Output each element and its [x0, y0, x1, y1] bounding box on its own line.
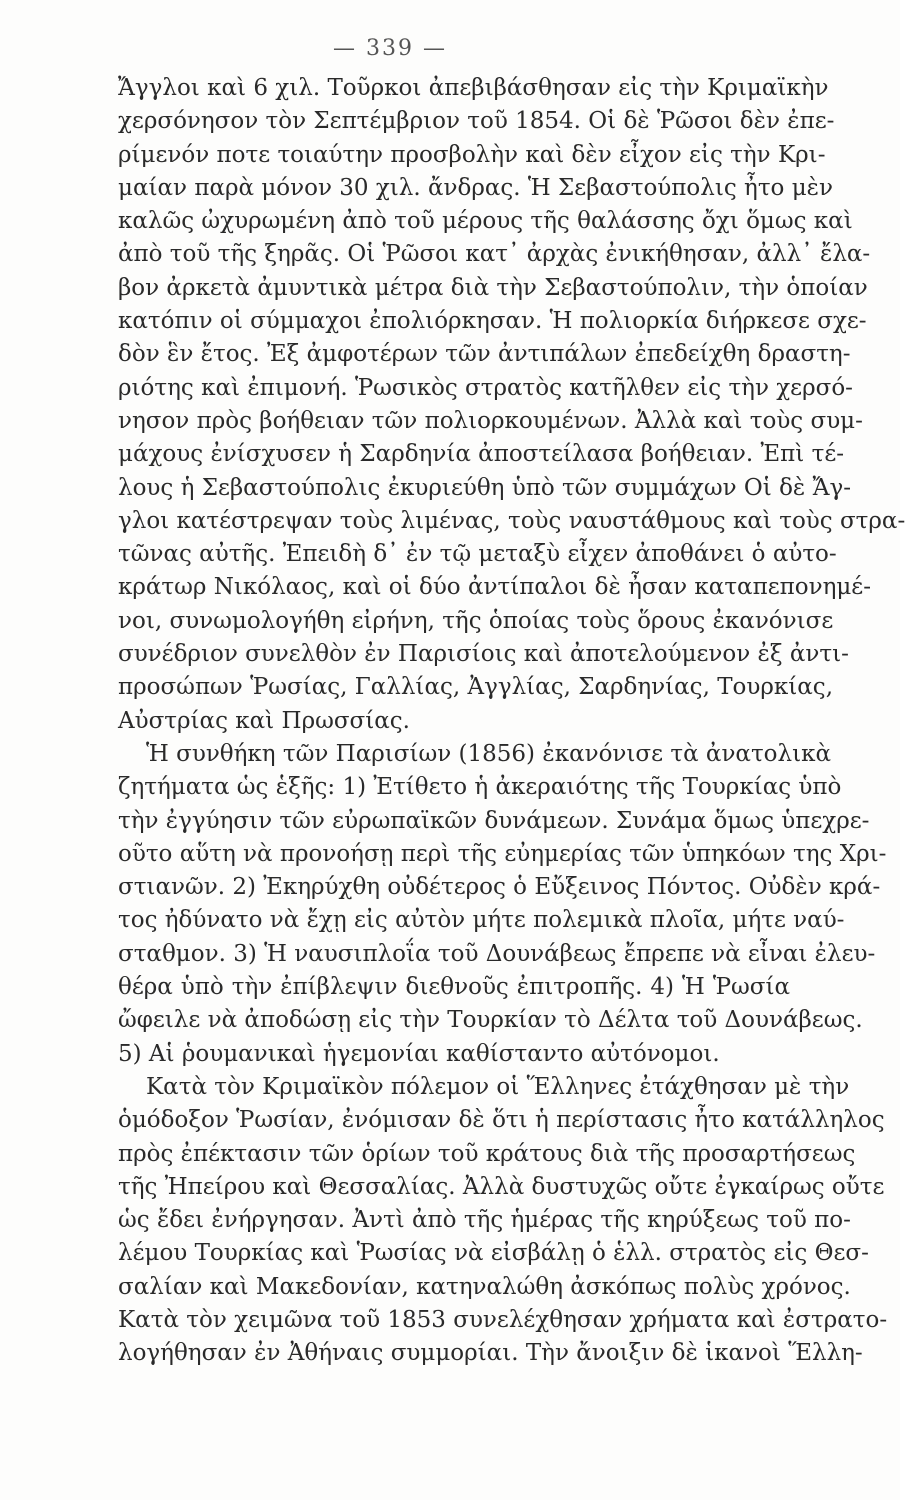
text-line: νοι, συνωμολογήθη εἰρήνη, τῆς ὁποίας τοὺς ὅρους ἐκανόνισε: [118, 607, 834, 634]
text-line: νησον πρὸς βοήθειαν τῶν πολιορκουμένων. Ἀλλὰ καὶ τοὺς συμ-: [118, 407, 863, 434]
text-line: ἀπὸ τοῦ τῆς ξηρᾶς. Οἱ Ῥῶσοι κατ᾽ ἀρχὰς ἐνικήθησαν, ἀλλ᾽ ἔλα-: [118, 241, 871, 268]
text-line: σταθμον. 3) Ἡ ναυσιπλοΐα τοῦ Δουνάβεως ἔπρεπε νὰ εἶναι ἐλευ-: [118, 940, 876, 967]
text-line: οῦτο αὕτη νὰ προνοήσῃ περὶ τῆς εὐημερίας τῶν ὑπηκόων της Χρι-: [118, 840, 887, 867]
text-line: ὡς ἔδει ἐνήργησαν. Ἀντὶ ἀπὸ τῆς ἡμέρας τῆς κηρύξεως τοῦ πο-: [118, 1207, 851, 1234]
text-line: κράτωρ Νικόλαος, καὶ οἱ δύο ἀντίπαλοι δὲ ἦσαν καταπεπονημέ-: [118, 574, 871, 601]
text-line: λους ἡ Σεβαστούπολις ἐκυριεύθη ὑπὸ τῶν συμμάχων Οἱ δὲ Ἄγ-: [118, 474, 851, 501]
text-line: τῆς Ἠπείρου καὶ Θεσσαλίας. Ἀλλὰ δυστυχῶς οὔτε ἐγκαίρως οὔτε: [118, 1173, 885, 1200]
text-line: μαίαν παρὰ μόνον 30 χιλ. ἄνδρας. Ἡ Σεβαστούπολις ἦτο μὲν: [118, 174, 833, 201]
text-line: γλοι κατέστρεψαν τοὺς λιμένας, τοὺς ναυστάθμους καὶ τοὺς στρα-: [118, 507, 905, 534]
text-line: 5) Αἱ ῥουμανικαὶ ἡγεμονίαι καθίσταντο αὐτόνομοι.: [118, 1040, 720, 1067]
text-line: θέρα ὑπὸ τὴν ἐπίβλεψιν διεθνοῦς ἐπιτροπῆς. 4) Ἡ Ῥωσία: [118, 974, 790, 1001]
text-line: Ἡ συνθήκη τῶν Παρισίων (1856) ἐκανόνισε τὰ ἀνατολικὰ: [146, 740, 832, 767]
text-line: τὴν ἐγγύησιν τῶν εὐρωπαϊκῶν δυνάμεων. Συνάμα ὅμως ὑπεχρε-: [118, 807, 870, 834]
text-line: Κατὰ τὸν Κριμαϊκὸν πόλεμον οἱ Ἕλληνες ἐτάχθησαν μὲ τὴν: [146, 1073, 850, 1100]
text-line: δὸν ἓν ἔτος. Ἐξ ἀμφοτέρων τῶν ἀντιπάλων ἐπεδείχθη δραστη-: [118, 341, 851, 368]
text-line: τῶνας αὐτῆς. Ἐπειδὴ δ᾽ ἐν τῷ μεταξὺ εἶχεν ἀποθάνει ὁ αὐτο-: [118, 541, 837, 568]
text-line: ὤφειλε νὰ ἀποδώσῃ εἰς τὴν Τουρκίαν τὸ Δέλτα τοῦ Δουνάβεως.: [118, 1007, 863, 1034]
text-line: τος ἠδύνατο νὰ ἔχῃ εἰς αὐτὸν μήτε πολεμικὰ πλοῖα, μήτε ναύ-: [118, 907, 845, 934]
text-line: Αὐστρίας καὶ Πρωσσίας.: [118, 707, 410, 734]
text-line: συνέδριον συνελθὸν ἐν Παρισίοις καὶ ἀποτελούμενον ἐξ ἀντι-: [118, 641, 849, 668]
text-line: λογήθησαν ἐν Ἀθήναις συμμορίαι. Τὴν ἄνοιξιν δὲ ἱκανοὶ Ἕλλη-: [118, 1340, 863, 1367]
text-line: ρίμενόν ποτε τοιαύτην προσβολὴν καὶ δὲν εἶχον εἰς τὴν Κρι-: [118, 141, 826, 168]
text-line: Ἄγγλοι καὶ 6 χιλ. Τοῦρκοι ἀπεβιβάσθησαν εἰς τὴν Κριμαϊκὴν: [118, 75, 829, 101]
text-line: προσώπων Ῥωσίας, Γαλλίας, Ἀγγλίας, Σαρδηνίας, Τουρκίας,: [118, 674, 833, 701]
text-line: ὁμόδοξον Ῥωσίαν, ἐνόμισαν δὲ ὅτι ἡ περίστασις ἦτο κατάλληλος: [118, 1107, 885, 1134]
text-line: μάχους ἐνίσχυσεν ἡ Σαρδηνία ἀποστείλασα βοήθειαν. Ἐπὶ τέ-: [118, 441, 845, 468]
text-line: κατόπιν οἱ σύμμαχοι ἐπολιόρκησαν. Ἡ πολιορκία διήρκεσε σχε-: [118, 308, 867, 335]
text-line: ζητήματα ὡς ἑξῆς: 1) Ἐτίθετο ἡ ἀκεραιότης τῆς Τουρκίας ὑπὸ: [118, 774, 842, 801]
body-text: [118, 72, 905, 1371]
text-line: ριότης καὶ ἐπιμονή. Ῥωσικὸς στρατὸς κατῆλθεν εἰς τὴν χερσό-: [118, 374, 853, 401]
text-line: καλῶς ὠχυρωμένη ἀπὸ τοῦ μέρους τῆς θαλάσσης ὄχι ὅμως καὶ: [118, 208, 853, 235]
text-line: στιανῶν. 2) Ἐκηρύχθη οὐδέτερος ὁ Εὔξεινος Πόντος. Οὐδὲν κρά-: [118, 874, 881, 901]
text-line: Κατὰ τὸν χειμῶνα τοῦ 1853 συνελέχθησαν χρήματα καὶ ἐστρατο-: [118, 1306, 888, 1333]
text-line: πρὸς ἐπέκτασιν τῶν ὁρίων τοῦ κράτους διὰ τῆς προσαρτήσεως: [118, 1140, 856, 1167]
text-line: σαλίαν καὶ Μακεδονίαν, κατηναλώθη ἀσκόπως πολὺς χρόνος.: [118, 1273, 851, 1300]
text-line: χερσόνησον τὸν Σεπτέμβριον τοῦ 1854. Οἱ δὲ Ῥῶσοι δὲν ἐπε-: [118, 108, 835, 135]
text-line: λέμου Τουρκίας καὶ Ῥωσίας νὰ εἰσβάλῃ ὁ ἑλλ. στρατὸς εἰς Θεσ-: [118, 1240, 869, 1267]
page-number: — 339 —: [333, 36, 447, 61]
text-line: βον ἀρκετὰ ἀμυντικὰ μέτρα διὰ τὴν Σεβαστούπολιν, τὴν ὁποίαν: [118, 274, 868, 301]
